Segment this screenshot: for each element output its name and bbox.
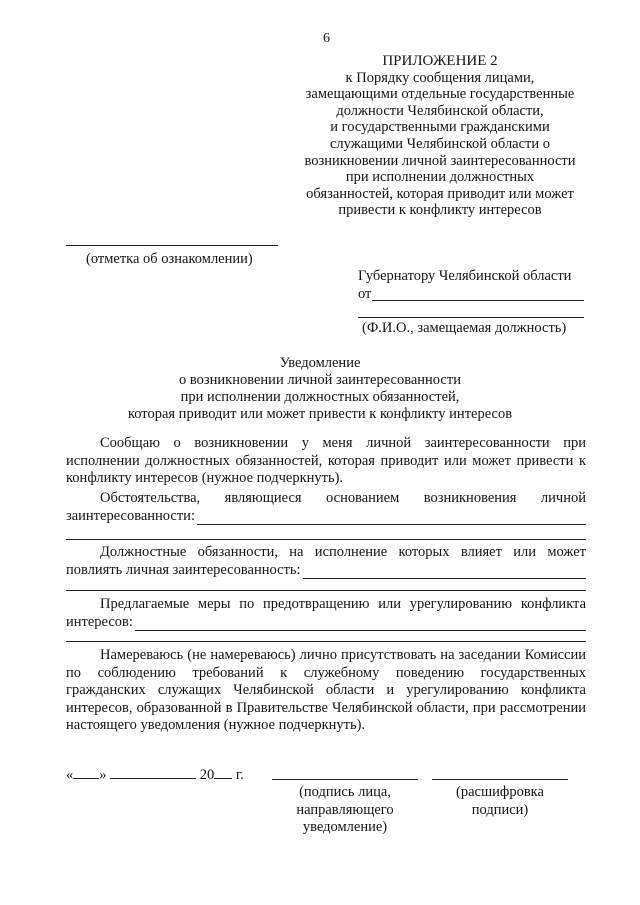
date-close-quote: » [99,767,107,783]
notice-title-line: о возникновении личной заинтересованности [179,372,461,388]
addressee-governor: Губернатору Челябинской области [358,268,572,284]
acknowledgement-label: (отметка об ознакомлении) [86,251,253,267]
appendix-line: обязанностей, которая приводит или может [306,185,574,202]
attendance-text: Намереваюсь (не намереваюсь) лично присутствовать на заседании Комиссии по соблюдению требований к служебному поведению государственных гражданских служащих Челябинской области и урегулированию конфликта интересов, образованной в Правительстве Челябинской области, при рассмотрении настоящего уведомления (нужное подчеркнуть). [66,647,586,734]
signature-caption-line: уведомление) [302,819,388,835]
decoding-caption-line: подписи) [471,801,529,818]
date-day-blank[interactable] [73,766,99,779]
fio-caption: (Ф.И.О., замещаемая должность) [362,320,567,336]
measures-line-1: Предлагаемые меры по предотвращению или урегулированию конфликта [100,596,586,612]
acknowledgement-blank-line[interactable] [66,245,278,246]
signature-caption [272,784,418,837]
notice-title [100,355,540,423]
appendix-line: должности Челябинской области, [336,102,544,119]
page-number: 6 [323,31,330,46]
notice-title-line: Уведомление [279,355,361,371]
duties-blank-line[interactable] [303,565,586,579]
appendix-header [290,53,590,219]
signature-caption-line: (подпись лица, [299,784,391,800]
date-open-quote: « [66,767,74,783]
signature-caption-line: направляющего [296,801,394,818]
date-year-prefix: 20 [199,767,215,783]
appendix-line: привести к конфликту интересов [338,202,542,219]
fio-blank-line[interactable] [358,317,584,318]
appendix-line: возникновении личной заинтересованности [304,152,576,169]
circumstances-blank-line-2[interactable] [66,539,586,540]
date-year-blank[interactable] [214,766,232,779]
date-month-blank[interactable] [110,766,196,779]
from-blank-line[interactable] [372,300,584,301]
appendix-line: к Порядку сообщения лицами, [345,69,535,86]
circumstances-blank-line[interactable] [197,511,586,525]
notice-title-line: которая приводит или может привести к конфликту интересов [127,406,513,422]
decoding-caption-line: (расшифровка [456,784,544,800]
measures-label: интересов: [66,613,133,630]
appendix-title: ПРИЛОЖЕНИЕ 2 [382,53,498,69]
appendix-line: служащими Челябинской области о [329,135,551,152]
paragraph-duties [66,544,586,579]
date-year-suffix: г. [235,767,244,783]
paragraph-attendance [66,647,586,735]
paragraph-report-text: Сообщаю о возникновении у меня личной заинтересованности при исполнении должностных обязанностей, которая приводит или может привести к конфликту интересов (нужное подчеркнуть). [66,435,586,487]
duties-label: повлиять личная заинтересованность: [66,561,301,578]
appendix-line: и государственными гражданскими [330,119,550,136]
paragraph-circumstances [66,490,586,525]
paragraph-measures [66,596,586,631]
appendix-line: замещающими отдельные государственные [305,86,575,103]
from-label: от [358,286,372,302]
notice-title-line: при исполнении должностных обязанностей, [180,389,460,405]
duties-line-1: Должностные обязанности, на исполнение которых влияет или может [100,544,586,560]
date-field [66,766,244,784]
decoding-caption [432,784,568,819]
duties-blank-line-2[interactable] [66,590,586,591]
paragraph-report [66,435,586,488]
measures-blank-line-2[interactable] [66,641,586,642]
circumstances-line-1: Обстоятельства, являющиеся основанием возникновения личной [100,490,586,506]
measures-blank-line[interactable] [135,617,586,631]
signature-blank-line[interactable] [272,779,418,780]
circumstances-label: заинтересованности: [66,507,195,524]
decoding-blank-line[interactable] [432,779,568,780]
appendix-line: при исполнении должностных [345,169,535,186]
